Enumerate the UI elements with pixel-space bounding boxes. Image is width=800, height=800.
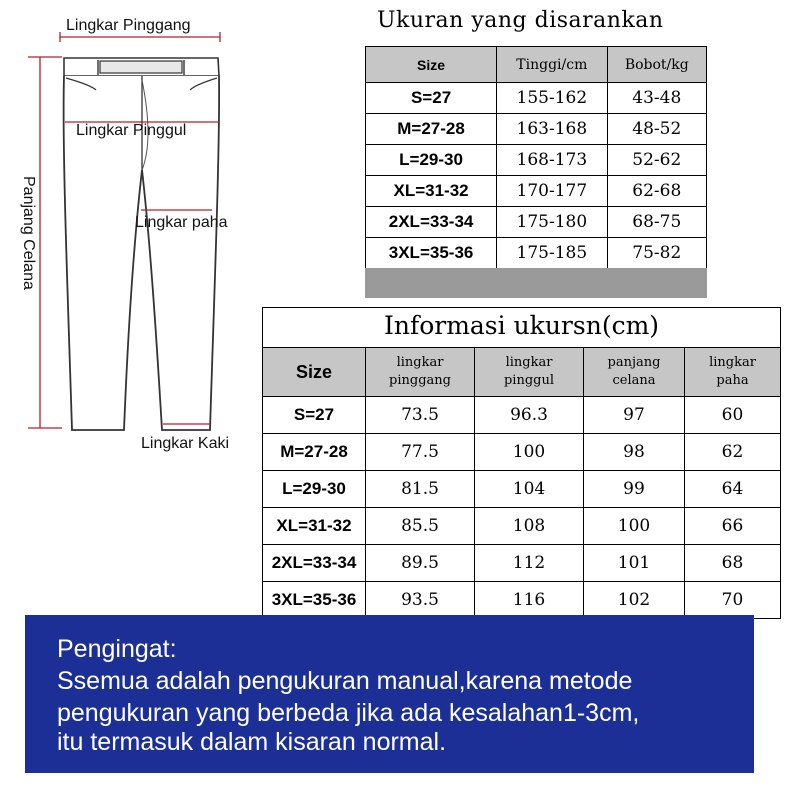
thigh-cell: 70 bbox=[685, 582, 781, 619]
table-header-row bbox=[366, 47, 707, 83]
reminder-banner bbox=[25, 615, 754, 773]
size-cell: L=29-30 bbox=[366, 145, 497, 176]
reminder-line: Ssemua adalah pengukuran manual,karena metode bbox=[57, 667, 633, 695]
info-title: Informasi ukursn(cm) bbox=[383, 311, 660, 340]
table-row bbox=[366, 83, 707, 114]
thigh-cell: 60 bbox=[685, 397, 781, 434]
info-title-box bbox=[262, 307, 781, 348]
table-row bbox=[366, 207, 707, 238]
waist-cell: 73.5 bbox=[366, 397, 475, 434]
table-row bbox=[263, 471, 781, 508]
weight-cell: 68-75 bbox=[607, 207, 706, 238]
size-cell: M=27-28 bbox=[366, 114, 497, 145]
reminder-heading: Pengingat: bbox=[57, 635, 177, 663]
leg-opening-label: Lingkar Kaki bbox=[141, 435, 230, 452]
hip-cell: 104 bbox=[475, 471, 584, 508]
header-cell: Tinggi/cm bbox=[497, 47, 607, 83]
length-label: Panjang Celana bbox=[20, 176, 37, 290]
waist-cell: 81.5 bbox=[366, 471, 475, 508]
length-cell: 101 bbox=[584, 545, 685, 582]
recommended-table-footer-bar bbox=[365, 268, 707, 298]
recommended-title: Ukuran yang disarankan bbox=[377, 8, 664, 33]
waist-cell: 89.5 bbox=[366, 545, 475, 582]
waist-cell: 85.5 bbox=[366, 508, 475, 545]
weight-cell: 48-52 bbox=[607, 114, 706, 145]
length-cell: 98 bbox=[584, 434, 685, 471]
size-cell: 3XL=35-36 bbox=[366, 238, 497, 269]
table-row bbox=[366, 238, 707, 269]
hip-cell: 96.3 bbox=[475, 397, 584, 434]
waist-cell: 77.5 bbox=[366, 434, 475, 471]
thigh-cell: 62 bbox=[685, 434, 781, 471]
size-cell: M=27-28 bbox=[263, 434, 366, 471]
recommended-table bbox=[365, 46, 707, 269]
hip-cell: 100 bbox=[475, 434, 584, 471]
hip-cell: 116 bbox=[475, 582, 584, 619]
size-cell: 2XL=33-34 bbox=[263, 545, 366, 582]
height-cell: 175-185 bbox=[497, 238, 607, 269]
table-row bbox=[366, 114, 707, 145]
waist-label: Lingkar Pinggang bbox=[66, 17, 191, 34]
height-cell: 170-177 bbox=[497, 176, 607, 207]
thigh-label: Lingkar paha bbox=[135, 214, 228, 231]
height-cell: 175-180 bbox=[497, 207, 607, 238]
header-cell: lingkar pinggul bbox=[475, 348, 584, 397]
header-cell: Bobot/kg bbox=[607, 47, 706, 83]
header-cell: Size bbox=[263, 348, 366, 397]
size-cell: XL=31-32 bbox=[366, 176, 497, 207]
size-cell: 2XL=33-34 bbox=[366, 207, 497, 238]
length-cell: 97 bbox=[584, 397, 685, 434]
table-row bbox=[263, 434, 781, 471]
size-cell: S=27 bbox=[263, 397, 366, 434]
height-cell: 168-173 bbox=[497, 145, 607, 176]
weight-cell: 75-82 bbox=[607, 238, 706, 269]
size-cell: L=29-30 bbox=[263, 471, 366, 508]
table-row bbox=[366, 176, 707, 207]
table-row bbox=[263, 582, 781, 619]
length-cell: 102 bbox=[584, 582, 685, 619]
size-cell: S=27 bbox=[366, 83, 497, 114]
hip-label: Lingkar Pinggul bbox=[76, 122, 187, 139]
hip-cell: 112 bbox=[475, 545, 584, 582]
table-row bbox=[366, 145, 707, 176]
header-cell: Size bbox=[366, 47, 497, 83]
pants-drawing bbox=[0, 0, 260, 470]
table-row bbox=[263, 545, 781, 582]
height-cell: 163-168 bbox=[497, 114, 607, 145]
header-cell: panjang celana bbox=[584, 348, 685, 397]
size-cell: 3XL=35-36 bbox=[263, 582, 366, 619]
info-table bbox=[262, 347, 781, 619]
reminder-line: itu termasuk dalam kisaran normal. bbox=[57, 728, 447, 756]
header-cell: lingkar pinggang bbox=[366, 348, 475, 397]
reminder-line: pengukuran yang berbeda jika ada kesalahan1-3cm, bbox=[57, 699, 640, 727]
header-cell: lingkar paha bbox=[685, 348, 781, 397]
thigh-cell: 68 bbox=[685, 545, 781, 582]
table-row bbox=[263, 397, 781, 434]
hip-cell: 108 bbox=[475, 508, 584, 545]
weight-cell: 43-48 bbox=[607, 83, 706, 114]
thigh-cell: 66 bbox=[685, 508, 781, 545]
table-header-row bbox=[263, 348, 781, 397]
length-cell: 99 bbox=[584, 471, 685, 508]
waist-cell: 93.5 bbox=[366, 582, 475, 619]
weight-cell: 62-68 bbox=[607, 176, 706, 207]
thigh-cell: 64 bbox=[685, 471, 781, 508]
weight-cell: 52-62 bbox=[607, 145, 706, 176]
pants-diagram bbox=[0, 0, 260, 470]
length-cell: 100 bbox=[584, 508, 685, 545]
table-row bbox=[263, 508, 781, 545]
height-cell: 155-162 bbox=[497, 83, 607, 114]
size-cell: XL=31-32 bbox=[263, 508, 366, 545]
